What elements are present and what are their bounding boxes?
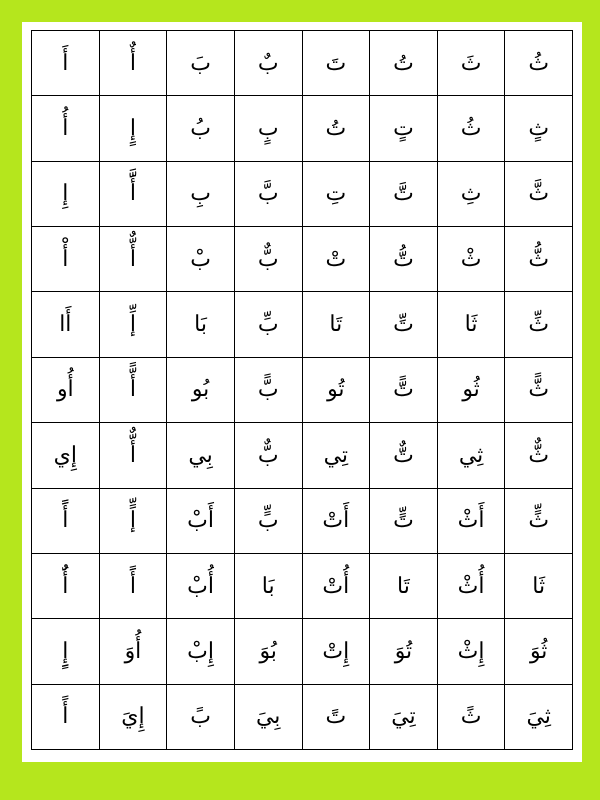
grid-cell: بِّ (234, 292, 302, 357)
grid-cell: بْ (167, 227, 235, 292)
grid-cell: أُوَ (99, 619, 167, 684)
grid-cell: بِ (167, 161, 235, 226)
grid-cell: أٌّ (99, 227, 167, 292)
grid-cell: ثً (437, 684, 505, 749)
worksheet (22, 22, 582, 762)
grid-cell: بُوَ (234, 619, 302, 684)
grid-cell: ثُ (437, 96, 505, 161)
grid-cell: بِي (167, 423, 235, 488)
grid-cell: تُّ (370, 227, 438, 292)
grid-cell: ثُوَ (505, 619, 573, 684)
grid-cell: تِي (302, 423, 370, 488)
grid-row (32, 553, 573, 618)
grid-row (32, 161, 573, 226)
grid-cell: تًّ (370, 357, 438, 422)
grid-cell: تِ (302, 161, 370, 226)
grid-cell: تُ (370, 31, 438, 96)
grid-row (32, 96, 573, 161)
grid-row (32, 31, 573, 96)
grid-cell: أَبْ (167, 488, 235, 553)
grid-cell: إِ (32, 161, 100, 226)
grid-cell: إٍِ (32, 619, 100, 684)
grid-cell: إِبْ (167, 619, 235, 684)
grid-cell: أََّ (99, 161, 167, 226)
grid-cell: أُ (32, 96, 100, 161)
grid-cell: تَا (370, 553, 438, 618)
grid-cell: أُو (32, 357, 100, 422)
grid-cell: بُ (167, 96, 235, 161)
grid-cell: أَتْ (302, 488, 370, 553)
grid-cell: إِيَ (99, 684, 167, 749)
grid-cell: ثَ (437, 31, 505, 96)
grid-cell: تِّ (370, 292, 438, 357)
grid-cell: إِي (32, 423, 100, 488)
grid-row (32, 619, 573, 684)
grid-cell: أٌّ (99, 423, 167, 488)
grid-cell: تٍّ (370, 488, 438, 553)
grid-cell: أَ (32, 31, 100, 96)
grid-cell: أْ (32, 227, 100, 292)
grid-cell: أًَ (99, 553, 167, 618)
grid-cell: بً (167, 684, 235, 749)
grid-cell: ثِّ (505, 292, 573, 357)
grid-cell: بَّ (234, 161, 302, 226)
grid-cell: ثَّ (505, 161, 573, 226)
grid-cell: بَا (167, 292, 235, 357)
grid-cell: أًً (32, 488, 100, 553)
grid-cell: ثُّ (505, 227, 573, 292)
grid-cell: إٍ (99, 96, 167, 161)
grid-cell: تً (302, 684, 370, 749)
grid-cell: إِتْ (302, 619, 370, 684)
grid-cell: تَ (302, 31, 370, 96)
grid-row (32, 292, 573, 357)
grid-cell: ثٍّ (505, 488, 573, 553)
grid-cell: أٌ (99, 31, 167, 96)
grid-cell: أَثْ (437, 488, 505, 553)
grid-cell: بٍّ (234, 488, 302, 553)
grid-cell: أُتْ (302, 553, 370, 618)
grid-cell: ثٍ (505, 96, 573, 161)
grid-cell: ثْ (437, 227, 505, 292)
grid-cell: بَا (234, 553, 302, 618)
grid-cell: أُثْ (437, 553, 505, 618)
grid-cell: تَّ (370, 161, 438, 226)
grid-cell: بُو (167, 357, 235, 422)
grid-row (32, 423, 573, 488)
grid-cell: ثِي (437, 423, 505, 488)
grid-cell: ثَا (505, 553, 573, 618)
grid-cell: أَا (32, 292, 100, 357)
grid-cell: أًّ (99, 357, 167, 422)
grid-cell: تُو (302, 357, 370, 422)
grid-cell: تٌّ (370, 423, 438, 488)
grid-row (32, 227, 573, 292)
grid-row (32, 684, 573, 749)
grid-cell: إِّ (99, 292, 167, 357)
grid-cell: بَ (167, 31, 235, 96)
grid-cell: تْ (302, 227, 370, 292)
grid-cell: ثَا (437, 292, 505, 357)
grid-cell: بِيَ (234, 684, 302, 749)
grid-cell: ثًّ (505, 357, 573, 422)
grid-cell: بٌّ (234, 227, 302, 292)
grid-cell: أُبْ (167, 553, 235, 618)
grid-cell: بٌ (234, 31, 302, 96)
grid-cell: تُ (302, 96, 370, 161)
grid-cell: تُوَ (370, 619, 438, 684)
grid-cell: بٍ (234, 96, 302, 161)
grid-cell: ثُ (505, 31, 573, 96)
grid-row (32, 357, 573, 422)
grid-cell: تٍ (370, 96, 438, 161)
grid-cell: أٌُ (32, 553, 100, 618)
grid-cell: إٍّ (99, 488, 167, 553)
grid-cell: تِيَ (370, 684, 438, 749)
grid-cell: أً (32, 684, 100, 749)
grid-cell: ثِ (437, 161, 505, 226)
grid-cell: بٌّ (234, 423, 302, 488)
grid-row (32, 488, 573, 553)
grid-cell: ثِيَ (505, 684, 573, 749)
grid-cell: إِثْ (437, 619, 505, 684)
grid-cell: ثٌّ (505, 423, 573, 488)
grid-cell: بًّ (234, 357, 302, 422)
grid-cell: ثُو (437, 357, 505, 422)
grid-cell: تَا (302, 292, 370, 357)
letter-grid-body (32, 31, 573, 750)
letter-grid (31, 30, 573, 750)
